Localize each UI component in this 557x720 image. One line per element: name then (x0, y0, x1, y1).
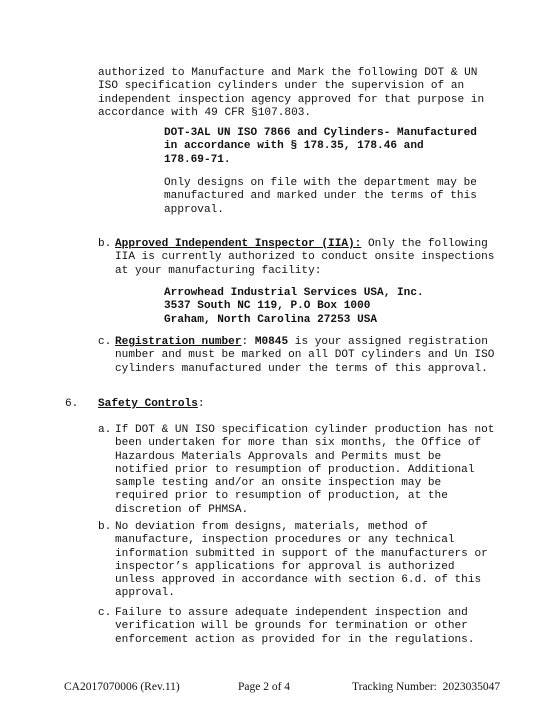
text-line: IIA is currently authorized to conduct onsite inspections (115, 251, 495, 264)
section-6-number: 6. (65, 398, 79, 410)
text-line: ISO specification cylinders under the supervision of an (98, 80, 465, 93)
text-line: Graham, North Carolina 27253 USA (164, 313, 378, 326)
text-line: cylinders manufactured under the terms of this approval. (115, 362, 488, 375)
section-heading-text: Safety Controls (98, 398, 198, 410)
text-line: unless approved in accordance with section 6.d. of this (115, 574, 482, 587)
item-b-heading: Approved Independent Inspector (IIA): (115, 238, 362, 250)
text-line: No deviation from designs, materials, method of (115, 521, 428, 533)
section-6-item-b (115, 521, 488, 601)
designs-note (164, 177, 477, 217)
text-fragment: : (241, 336, 255, 348)
item-c-marker: c. (98, 336, 112, 348)
specification-block (164, 127, 477, 167)
text-line: in accordance with § 178.35, 178.46 and (164, 140, 424, 153)
section-6-heading (98, 398, 205, 411)
text-line: discretion of PHMSA. (115, 503, 249, 516)
text-fragment: is your assigned registration (288, 336, 488, 348)
item-c-heading: Registration number (115, 336, 242, 348)
text-line: If DOT & UN ISO specification cylinder production has not (115, 424, 495, 436)
text-line: required prior to resumption of production, at the (115, 490, 448, 503)
text-line: number and must be marked on all DOT cylinders and Un ISO (115, 349, 495, 362)
section-6-item-a-marker: a. (98, 424, 112, 436)
text-line: 178.69-71. (164, 153, 231, 166)
text-line: inspector’s applications for approval is authorized (115, 560, 455, 573)
text-line: Hazardous Materials Approvals and Permits must be (115, 450, 442, 463)
footer-document-id: CA2017070006 (Rev.11) (64, 681, 180, 693)
item-b-approved-inspector (115, 238, 494, 278)
item-c-registration-number (115, 336, 494, 376)
text-line: authorized to Manufacture and Mark the following DOT & UN (98, 67, 478, 79)
text-line: Failure to assure adequate independent inspection and (115, 607, 468, 619)
text-line: DOT-3AL UN ISO 7866 and Cylinders- Manufactured (164, 127, 477, 139)
section-6-item-a (115, 424, 494, 517)
section-6-item-b-marker: b. (98, 521, 112, 533)
section-6-item-c (115, 607, 475, 647)
text-line: accordance with 49 CFR §107.803. (98, 106, 312, 119)
text-fragment: Only the following (361, 238, 488, 250)
inspector-address (164, 287, 424, 327)
text-line: enforcement action as provided for in the regulations. (115, 633, 475, 646)
text-line: independent inspection agency approved for that purpose in (98, 93, 485, 106)
item-c-first-line (115, 336, 494, 349)
section-6-item-c-marker: c. (98, 607, 112, 619)
footer-page-number: Page 2 of 4 (238, 681, 291, 693)
text-line: sample testing and/or an onsite inspection may be (115, 477, 442, 490)
text-line: approval. (164, 203, 224, 216)
item-b-first-line (115, 238, 494, 251)
text-line: been undertaken for more than six months, the Office of (115, 437, 482, 450)
text-line: notified prior to resumption of production. Additional (115, 463, 475, 476)
text-line: approval. (115, 587, 175, 600)
text-line: Only designs on file with the department may be (164, 177, 477, 189)
text-line: manufacture, inspection procedures or any technical (115, 534, 455, 547)
item-b-marker: b. (98, 238, 112, 250)
text-line: verification will be grounds for termination or other (115, 620, 468, 633)
text-line: manufactured and marked under the terms of this (164, 190, 477, 203)
text-line: information submitted in support of the manufacturers or (115, 547, 488, 560)
registration-number-value: M0845 (254, 336, 289, 348)
text-line: at your manufacturing facility: (115, 264, 322, 277)
text-fragment: : (197, 398, 205, 410)
intro-paragraph (98, 67, 484, 120)
text-line: 3537 South NC 119, P.O Box 1000 (164, 300, 371, 313)
text-line: Arrowhead Industrial Services USA, Inc. (164, 287, 424, 299)
footer-tracking-number: Tracking Number: 2023035047 (352, 681, 501, 693)
